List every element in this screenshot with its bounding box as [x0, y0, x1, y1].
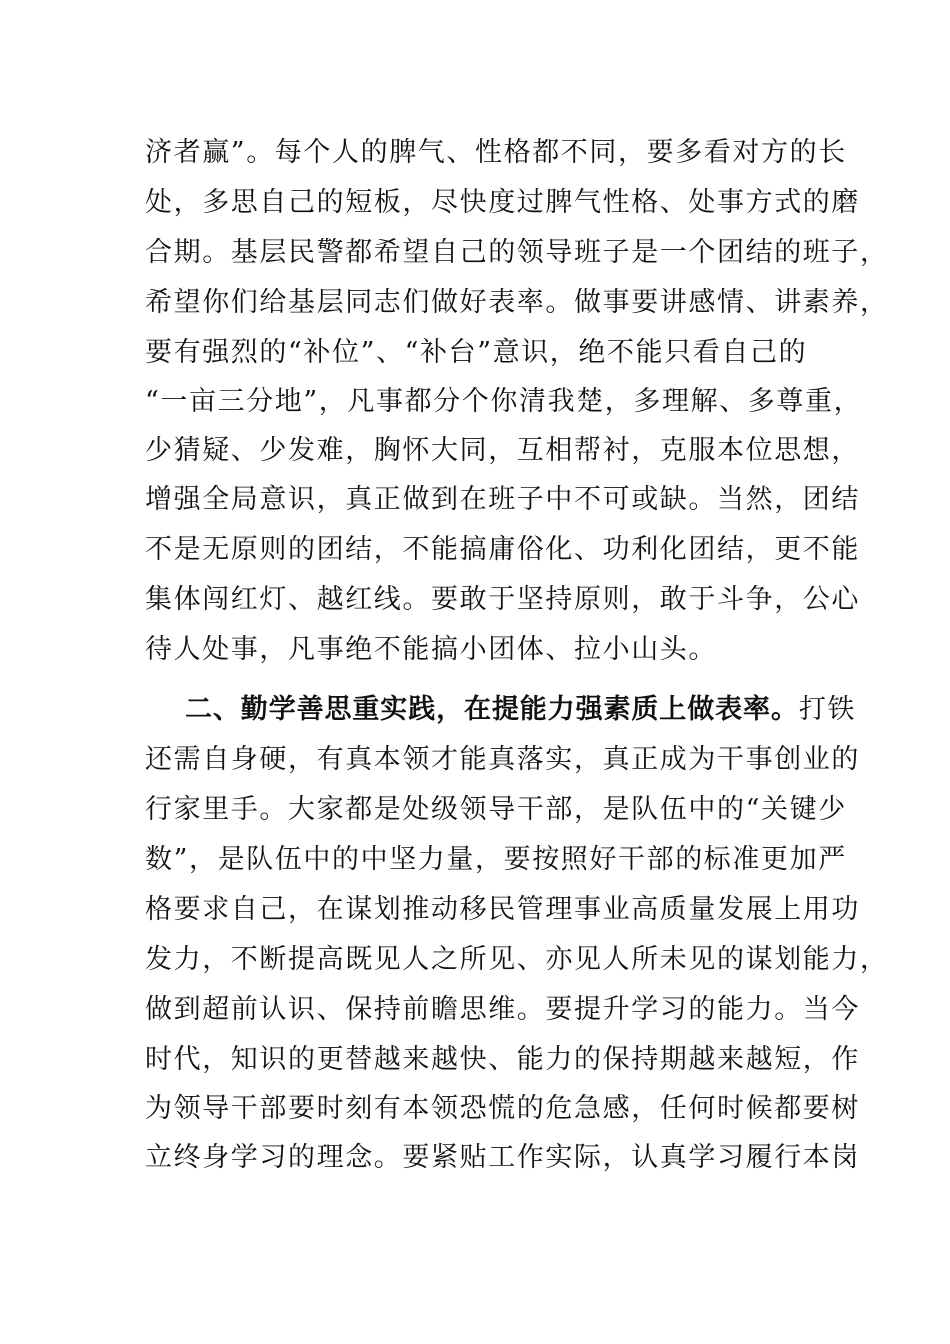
paragraph1-line: “一亩三分地”，凡事都分个你清我楚，多理解、多尊重， — [145, 386, 863, 417]
paragraph2-line: 发力，不断提高既见人之所见、亦见人所未见的谋划能力， — [145, 944, 889, 975]
paragraph1-line: 济者赢”。每个人的脾气、性格都不同，要多看对方的长 — [145, 137, 847, 168]
paragraph2-line: 还需自身硬，有真本领才能真落实，真正成为干事创业的 — [145, 744, 860, 775]
paragraph1-line: 合期。基层民警都希望自己的领导班子是一个团结的班子， — [145, 237, 889, 268]
paragraph2-first-line — [185, 690, 857, 730]
paragraph1-line: 增强全局意识，真正做到在班子中不可或缺。当然，团结 — [145, 484, 860, 515]
paragraph1-line: 不是无原则的团结，不能搞庸俗化、功利化团结，更不能 — [145, 534, 860, 565]
paragraph2-line: 为领导干部要时刻有本领恐慌的危急感，任何时候都要树 — [145, 1093, 860, 1124]
paragraph2-line: 做到超前认识、保持前瞻思维。要提升学习的能力。当今 — [145, 994, 860, 1025]
paragraph1-line: 待人处事，凡事绝不能搞小团体、拉小山头。 — [145, 634, 717, 665]
paragraph1-line: 处，多思自己的短板，尽快度过脾气性格、处事方式的磨 — [145, 187, 860, 218]
paragraph2-line: 格要求自己，在谋划推动移民管理事业高质量发展上用功 — [145, 894, 860, 925]
paragraph2-line: 数”，是队伍中的中坚力量，要按照好干部的标准更加严 — [145, 844, 847, 875]
paragraph1-line: 少猜疑、少发难，胸怀大同，互相帮衬，克服本位思想， — [145, 435, 860, 466]
paragraph2-line: 行家里手。大家都是处级领导干部，是队伍中的“关键少 — [145, 794, 847, 825]
section-heading: 二、勤学善思重实践，在提能力强素质上做表率。 — [185, 694, 799, 725]
paragraph2-line: 立终身学习的理念。要紧贴工作实际，认真学习履行本岗 — [145, 1142, 860, 1173]
paragraph1-line: 集体闯红灯、越红线。要敢于坚持原则，敢于斗争，公心 — [145, 584, 860, 615]
paragraph2-line: 时代，知识的更替越来越快、能力的保持期越来越短，作 — [145, 1044, 860, 1075]
paragraph2-first-line-rest: 打铁 — [798, 694, 857, 725]
paragraph1-line: 要有强烈的“补位”、“补台”意识，绝不能只看自己的 — [145, 337, 808, 368]
paragraph1-line: 希望你们给基层同志们做好表率。做事要讲感情、讲素养， — [145, 287, 889, 318]
